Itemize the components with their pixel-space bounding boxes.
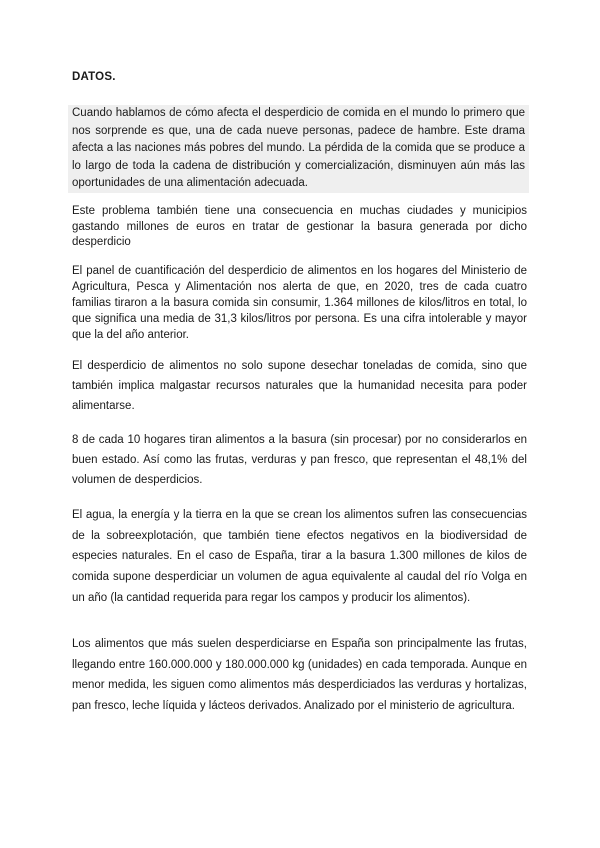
paragraph-ministry-panel: El panel de cuantificación del desperdicio de alimentos en los hogares del Ministerio de Agricultura, Pesca y Alimentación nos alerta de que, en 2020, tres de cada cuatro familias tiraron a la basura comida sin consumir, 1.364 millones de kilos/litros en total, lo que significa una media de 31,3 kilos/litros por persona. Es una cifra intolerable y mayor que la del año anterior. — [72, 265, 527, 341]
paragraph-municipal-cost: Este problema también tiene una consecuencia en muchas ciudades y municipios gastando millones de euros en tratar de gestionar la basura generada por dicho desperdicio — [72, 205, 527, 248]
section-heading: DATOS. — [72, 71, 116, 83]
paragraph-overexploitation: El agua, la energía y la tierra en la que se crean los alimentos sufren las consecuencias de la sobreexplotación, que también tiene efectos negativos en la biodiversidad de especies naturales. En el caso de España, tirar a la basura 1.300 millones de kilos de comida supone desperdiciar un volumen de agua equivalente al caudal del río Volga en un año (la cantidad requerida para regar los campos y producir los alimentos). — [72, 509, 527, 604]
paragraph-natural-resources: El desperdicio de alimentos no solo supone desechar toneladas de comida, sino que también implica malgastar recursos naturales que la humanidad necesita para poder alimentarse. — [72, 360, 527, 412]
paragraph-most-wasted-foods: Los alimentos que más suelen desperdiciarse en España son principalmente las frutas, llegando entre 160.000.000 y 180.000.000 kg (unidades) en cada temporada. Aunque en menor medida, les siguen como alimentos más desperdiciados las verduras y hortalizas, pan fresco, leche líquida y lácteos derivados. Analizado por el ministerio de agricultura. — [72, 638, 527, 713]
paragraph-households: 8 de cada 10 hogares tiran alimentos a la basura (sin procesar) por no considerarlos en buen estado. Así como las frutas, verduras y pan fresco, que representan el 48,1% del volumen de desperdicios. — [72, 434, 527, 486]
paragraph-hunger: Cuando hablamos de cómo afecta el desperdicio de comida en el mundo lo primero que nos sorprende es que, una de cada nueve personas, padece de hambre. Este drama afecta a las naciones más pobres del mundo. La pérdida de la comida que se produce a lo largo de toda la cadena de distribución y comercialización, disminuyen aún más las oportunidades de una alimentación adecuada. — [68, 105, 529, 193]
